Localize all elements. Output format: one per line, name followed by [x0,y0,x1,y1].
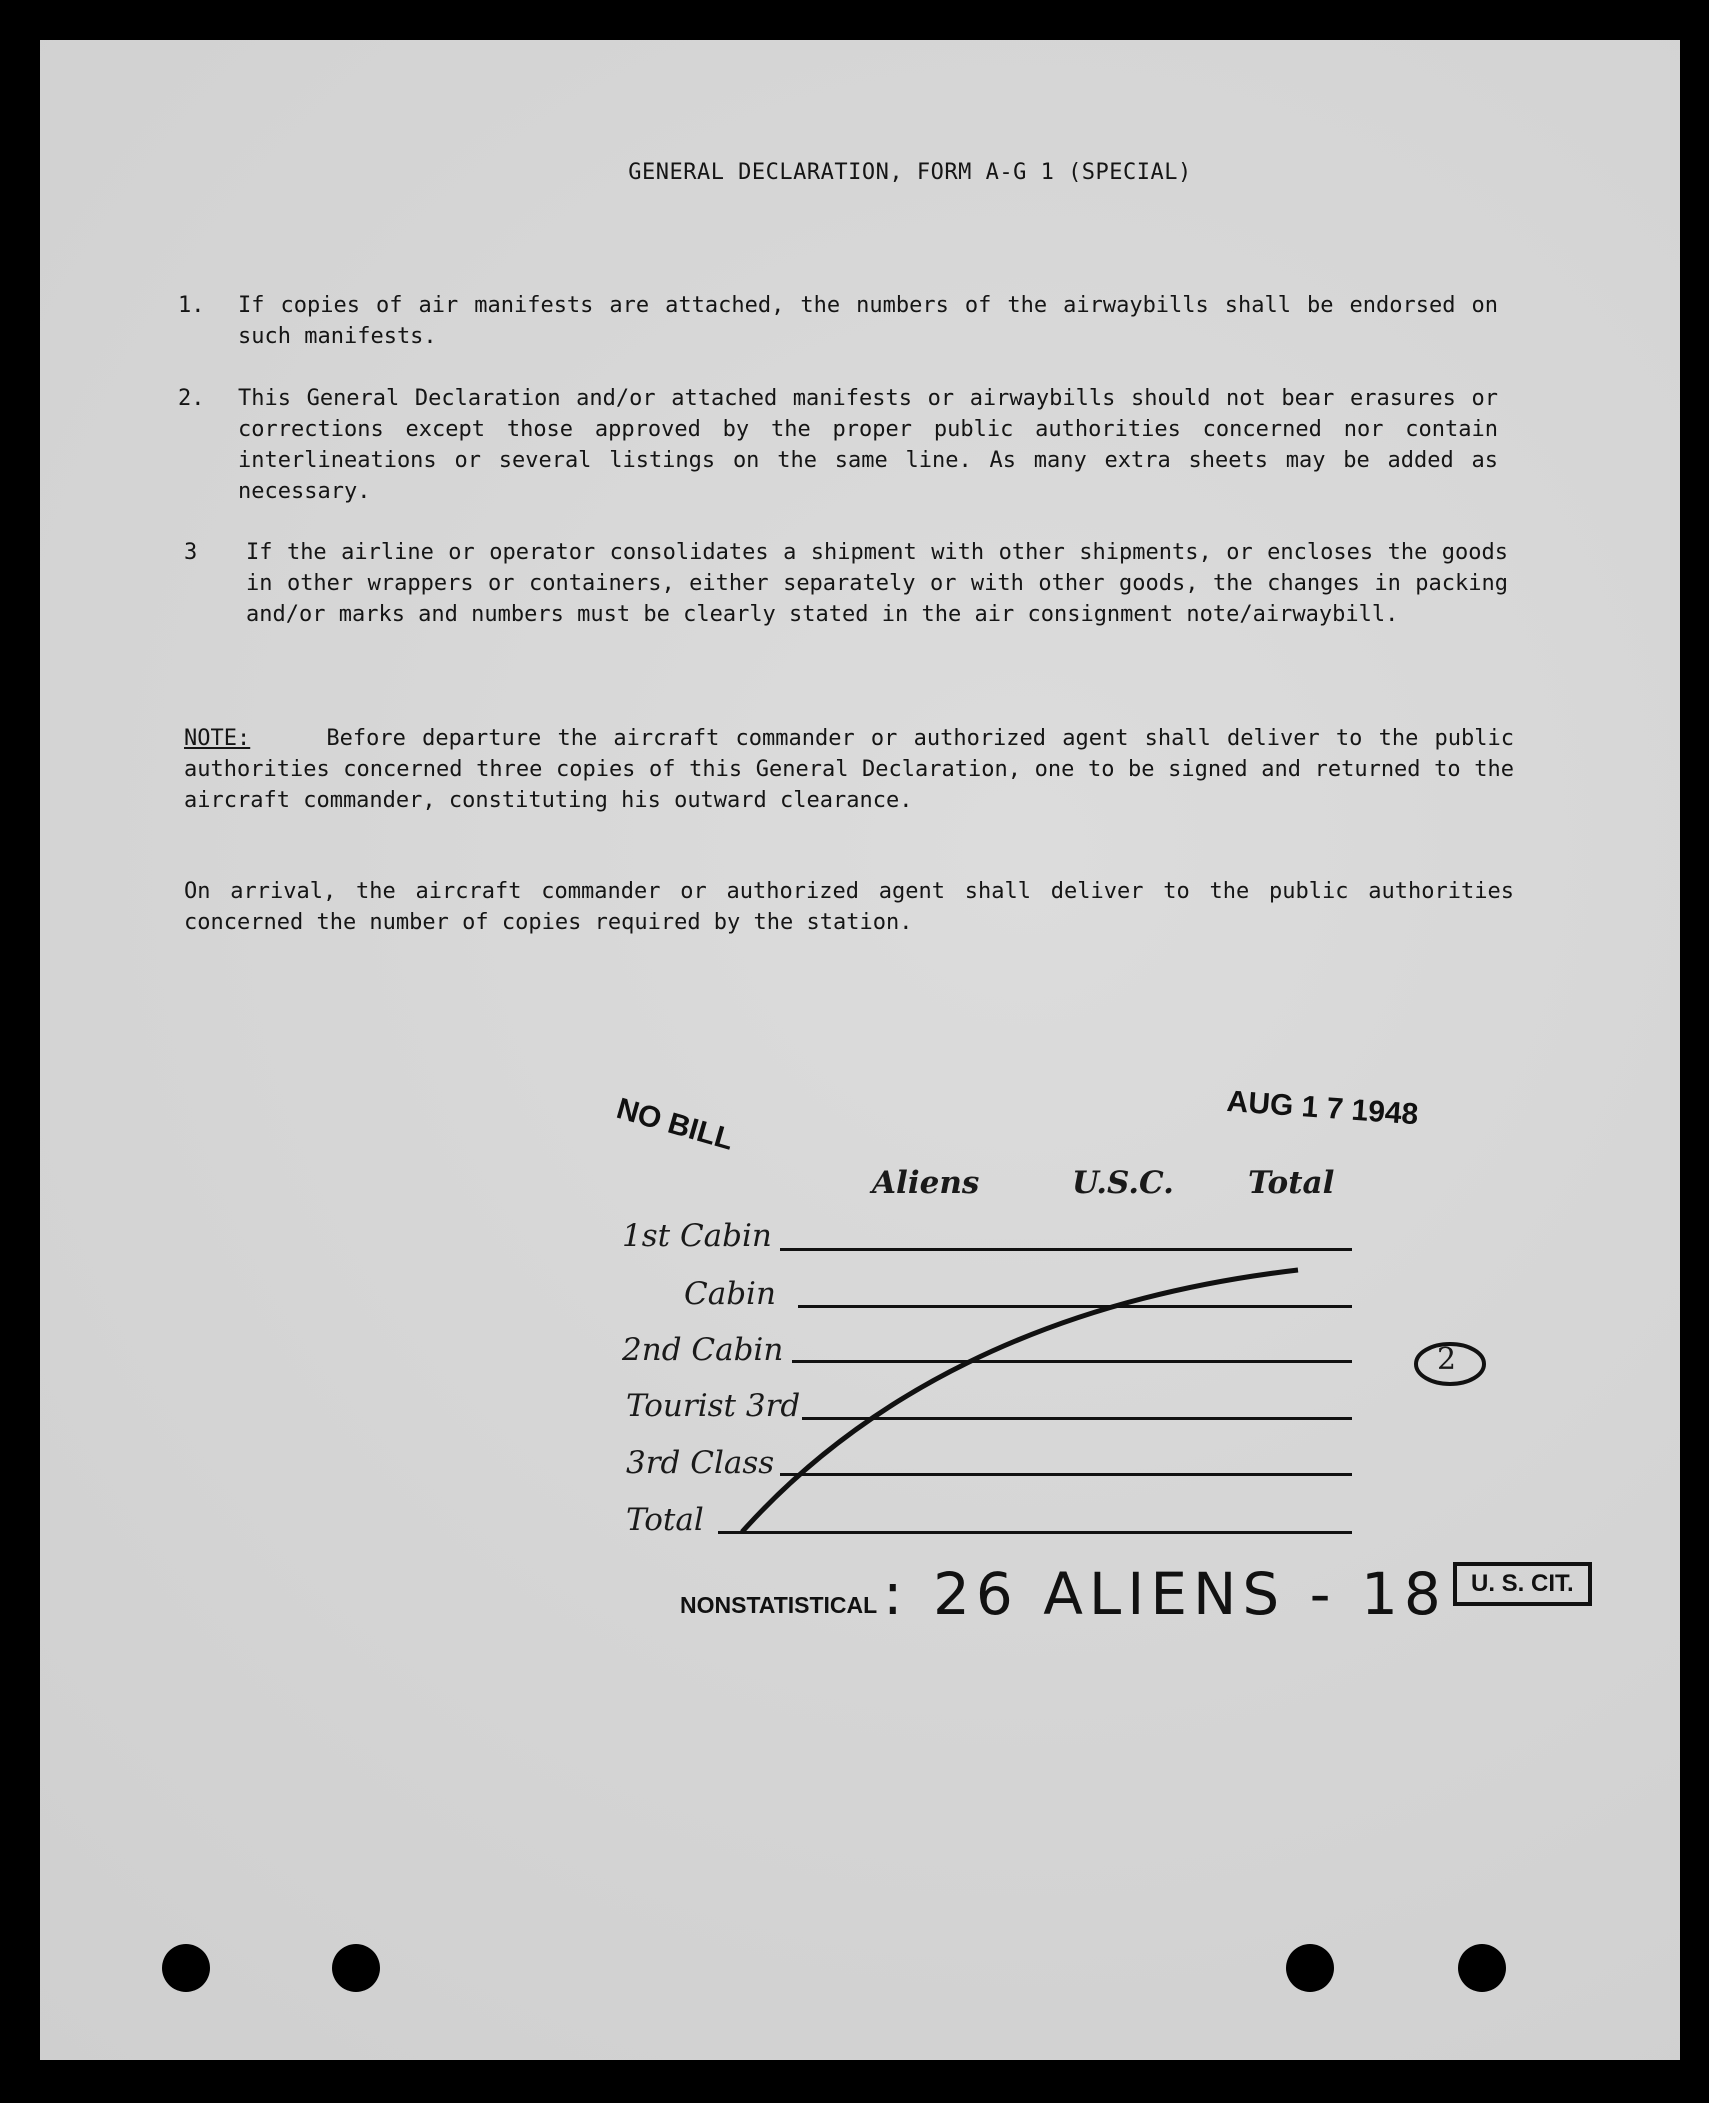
column-total: Total [1248,1165,1335,1201]
us-cit-stamp: U. S. CIT. [1453,1562,1592,1606]
instruction-text: If copies of air manifests are attached, the numbers of the airwaybills shall be endorsed on such manifests. [238,293,1498,349]
instruction-text: This General Declaration and/or attached manifests or airwaybills should not bear erasures or corrections except those approved by the proper public authorities concerned nor contain interlineations or several listings on the same line. As many extra sheets may be added as necessary. [238,386,1498,504]
no-bill-stamp: NO BILL [612,1092,738,1157]
date-stamp: AUG 1 7 1948 [1225,1085,1420,1132]
punch-hole [162,1944,210,1992]
nonstatistical-stamp: NONSTATISTICAL [680,1592,878,1618]
instruction-number: 1. [178,293,205,318]
note-label: NOTE: [184,726,251,751]
form-title: GENERAL DECLARATION, FORM A-G 1 (SPECIAL) [628,160,1192,185]
row-label: 2nd Cabin [622,1332,784,1368]
row-label: 1st Cabin [622,1218,772,1254]
document-page [40,40,1680,2060]
instruction-text: If the airline or operator consolidates a shipment with other shipments, or encloses the goods in other wrappers or containers, either separately or with other goods, the changes in packing and/or marks and numbers must be clearly stated in the air consignment note/airwaybill. [246,540,1508,627]
circled-number-value: 2 [1437,1342,1457,1377]
column-usc: U.S.C. [1072,1165,1174,1201]
arrival-text: On arrival, the aircraft commander or authorized agent shall deliver to the public authorities concerned the number of copies required by the station. [184,879,1514,935]
punch-hole [1286,1944,1334,1992]
strike-through-line [40,40,1680,2060]
punch-hole [332,1944,380,1992]
column-aliens: Aliens [872,1165,980,1201]
instruction-number: 2. [178,386,205,411]
row-label: Cabin [684,1276,776,1312]
punch-hole [1458,1944,1506,1992]
note-text: Before departure the aircraft commander or authorized agent shall deliver to the public authorities concerned three copies of this General Declaration, one to be signed and returned to the aircraft commander, constituting his outward clearance. [184,726,1514,813]
row-label: Total [626,1502,704,1538]
row-label: Tourist 3rd [626,1388,801,1424]
handwritten-count: : 26 ALIENS - 18 [883,1560,1447,1628]
row-label: 3rd Class [626,1445,775,1481]
instruction-number: 3 [184,540,198,565]
